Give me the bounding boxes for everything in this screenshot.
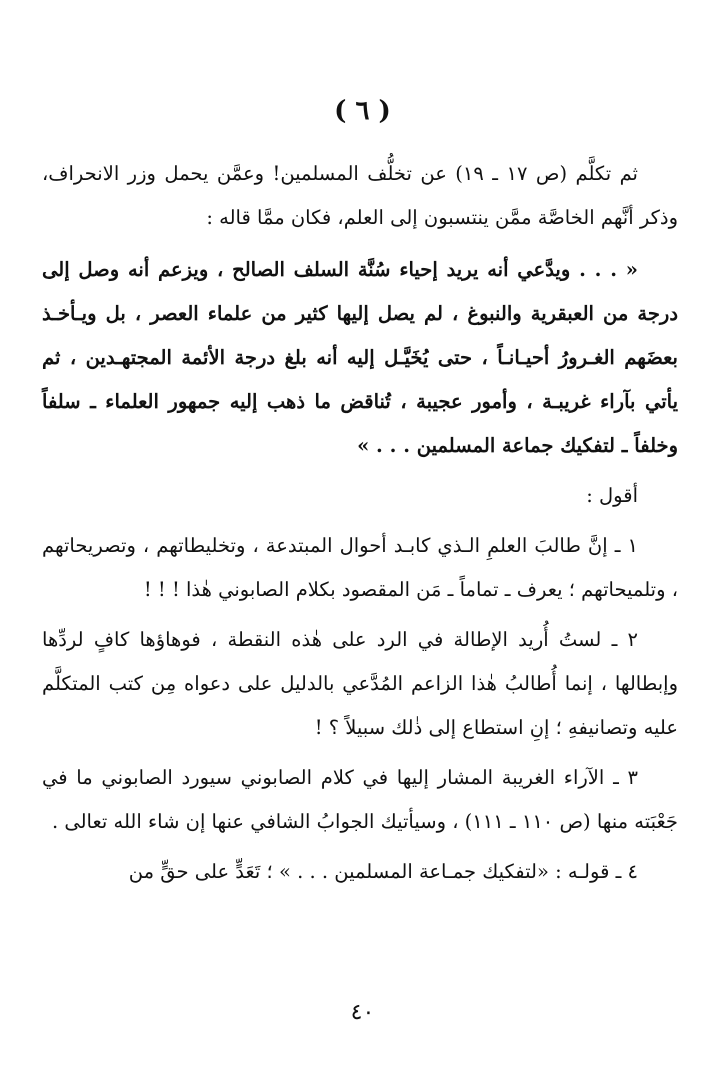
paragraph-point-1: ١ ـ إنَّ طالبَ العلمِ الـذي كابـد أحوال المبتدعة ، وتخليطاتهم ، وتصريحاتهم ، وتلميحاتهم ؛ يعرف ـ تماماً ـ مَن المقصود بكلام الصابوني هٰذا ! ! ! <box>42 534 678 601</box>
page-label: ( ٦ ) <box>334 96 391 126</box>
paragraph-quote: « . . . ويدَّعي أنه يريد إحياء سُنَّة السلف الصالح ، ويزعم أنه وصل إلى درجة من العبقرية والنبوغ ، لم يصل إليها كثير من علماء العصر ، بل ويـأخـذ بعضَهم الغـرورُ أحيـانـاً ، حتى يُخَيَّـل إليه أنه بلغ درجة الأئمة المجتهـدين ، ثم يأتي بآراء غريبـة ، وأمور عجيبة ، تُناقض ما ذهب إليه جمهور العلماء ـ سلفاً وخلفاً ـ لتفكيك جماعة المسلمين . . . » <box>42 258 678 457</box>
paragraph-point-4: ٤ ـ قولـه : «لتفكيك جمـاعة المسلمين . . . » ؛ تَعَدٍّ على حقٍّ من <box>128 860 638 883</box>
paragraph-point-3: ٣ ـ الآراء الغريبة المشار إليها في كلام الصابوني سيورد الصابوني ما في جَعْبَته منها (ص ١١٠ ـ ١١١) ، وسيأتيك الجوابُ الشافي عنها إن شاء الله تعالى . <box>42 766 678 833</box>
page-number: ٤٠ <box>350 1000 375 1025</box>
body-text <box>42 152 678 894</box>
paragraph-intro: ثم تكلَّم (ص ١٧ ـ ١٩) عن تخلُّف المسلمين! وعمَّن يحمل وزر الانحراف، وذكر أنَّهم الخاصَّة ممَّن ينتسبون إلى العلم، فكان ممَّا قاله : <box>42 162 678 229</box>
paragraph-aqulu: أقول : <box>586 484 638 507</box>
paragraph-point-2: ٢ ـ لستُ أُريد الإطالة في الرد على هٰذه النقطة ، فوهاؤها كافٍ لردِّها وإبطالها ، إنما أُطالبُ هٰذا الزاعم المُدَّعي بالدليل على دعواه مِن كتب المتكلَّم عليه وتصانيفهِ ؛ إنِ استطاع إلى ذٰلك سبيلاً ؟ ! <box>42 628 678 739</box>
